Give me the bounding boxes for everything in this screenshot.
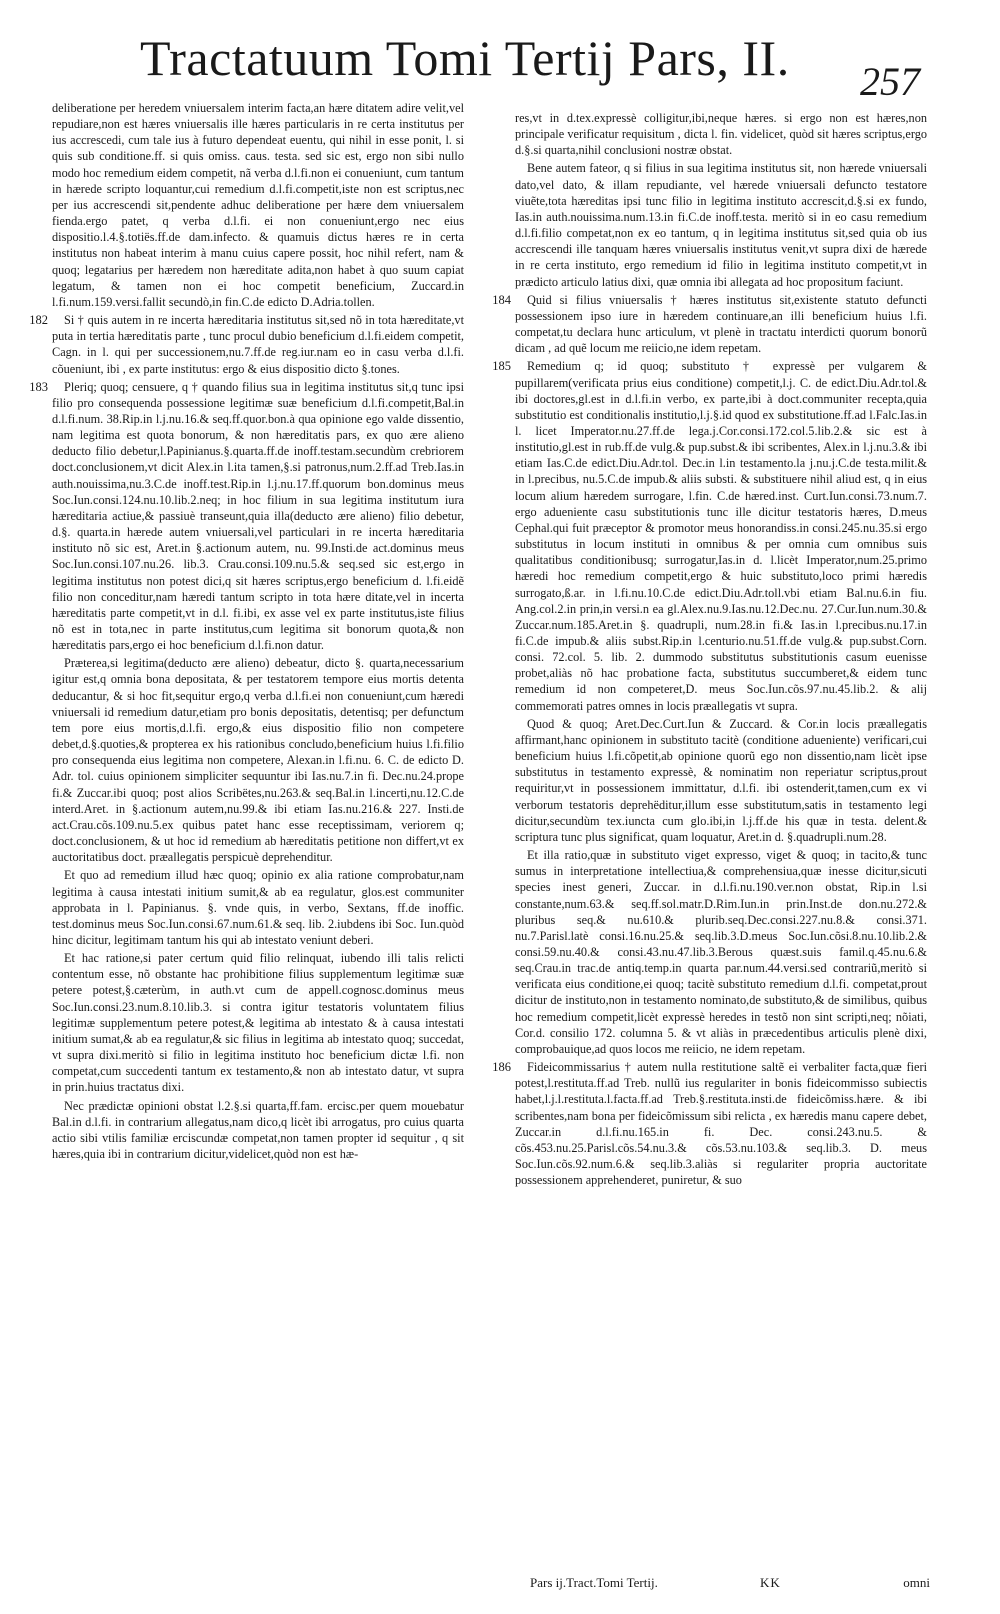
paragraph: Quod & quoq; Aret.Dec.Curt.Iun & Zuccard. & Cor.in locis præallegatis affirmant,hanc opinionem in substituto tacitè (conditione adueniente) verificari,cui beneficium huius l.fi.cõpetit,ab opinione quorũ ego non dissentio,nam licèt ipse substitutus in testamento expressè, & nominatim non reperiatur scriptus,prout requiritur,vt in possessionem immittatur, d.l.fi. ibi ostenderit,tamen,cum ex vi verborum testatoris deprehëditur,illum esse substitutum,satis in testamento legi dicitur,secundùm tex.iuncta cum glo.ibi,in l.j.ff.de his quæ in testa. delent.& scriptura tunc plus significat, quam loquatur, Aret.in d. §.quadrupli.num.28. (515, 716, 927, 844)
signature-line: Pars ij.Tract.Tomi Tertij. (530, 1575, 658, 1590)
paragraph-text: Pleriq; quoq; censuere, q † quando filius sua in legitima institutus sit,q tunc ipsi filio pro consequenda possessione legitimæ suæ beneficium d.l.fi.competit,Bal.in d.l.fi.num. 38.Rip.in l.j.nu.16.& seq.ff.quor.bon.à qua opinione ego valde dissentio, nam legitima est quota bonorum, & non hæreditatis pars, ex quo ære alieno deducto filio debetur,l.Papinianus.§.quarta.ff.de inoff.testam.secundùm crebriorem doct.conclusionem,vt dicit Alex.in l.ita tamen,§.si patronus,num.2.ff.ad Treb.Ias.in auth.nouissima,nu.3.C.de inoff.test.Rip.in l.j.nu.17.ff.quorum bon.dominus meus Soc.Iun.consi.124.nu.10.lib.2.neq; in hoc filium in sua legitima institutum iura hæreditaria actiue,& passiuè transeunt,quia illa(deducto ære alieno) filio debetur, d.§. quarta.in hærede autem vniuersali,vel particulari in re incerta hæreditaria instituto nõ sic est, Aret.in §.actionum autem, nu. 99.Insti.de act.dominus meus Soc.Iun.consi.107.nu.26. lib.3. Crau.consi.109.nu.5.& seq.sed sic est,ergo in legitima institutus non potest dici,q sit hæres scriptus,ergo beneficium d. l.fi.eidẽ filio non conceditur,nam hæredi tantum scripto in tota hære ditate,vel in incerta hæreditatis parte competit,vt in d.l. fi.ibi, ex asse vel ex parte institutus,iste filius nõ est in tota,nec in parte institutus,cum legitima sit bonorum quota,& non hæreditatis pars,ergo ei hoc beneficium d.l.fi.non datur. (52, 379, 464, 653)
catchword: omni (903, 1575, 930, 1590)
gathering-mark: KK (760, 1575, 781, 1590)
margin-number: 182 (29, 313, 48, 328)
paragraph: res,vt in d.tex.expressè colligitur,ibi,neque hæres. si ergo non est hæres,non principale verificatur requisitum , dicta l. fin. videlicet, quòd sit hæres scriptus,ergo d.§.si quarta,nihil conclusioni nostræ obstat. (515, 111, 927, 158)
paragraph: deliberatione per heredem vniuersalem interim facta,an hære ditatem adire velit,vel repudiare,non est hæres vniuersalis ille hæres particularis in re certa institutus per ius accrescedi, cum tale ius à futuro dependeat euentu, qui nihil in esse ponit, l. si quis sub conditione.ff. si quis omiss. caus. testa. sed sic est, ergo non sibi nullo modo hoc remedium eidem competit, nã verba d.l.fi.non ei conueniunt, cum tantum in hærede scripto loquantur,cui remedium d.l.fi.competit,iste non est scriptus,nec per ius accrescendi sit,pendente adhuc deliberatione per hære dem vniuersalem fienda.ergo patet, q verba d.l.fi. ei non conueniunt,ergo nec eius dispositio.l.4.§.totiës.ff.de dam.infecto. & quamuis dictus hæres re in certa institutus non habeat interim à manu cuius capere possit, hoc nihil refert, nam & quoq; legatarius per hæredem non hæreditate adita,non habet à quo suum capiat legatum, & tamen non ei hoc competit beneficium, Zuccard.in l.fi.num.159.versi.fallit secundò,in fin.C.de edicto D.Adria.tollen. (52, 101, 464, 309)
page-footer (520, 1574, 930, 1592)
paragraph-186 (492, 1059, 927, 1188)
paragraph-185 (492, 358, 927, 713)
paragraph-text: Quid si filius vniuersalis † hæres institutus sit,existente statuto defuncti possessionem ipso iure in hæredem continuare,an illi beneficium huius l.fi. competat,tu declara hunc articulum, vt plenè in tractatu interdicti quorum bonorũ dicam , ad quẽ locum me reiicio,ne idem repetam. (515, 292, 927, 356)
left-column (29, 100, 464, 1570)
paragraph: Et hac ratione,si pater certum quid filio relinquat, iubendo illi talis relicti contentum esse, nõ obstante hac prohibitione filius supplementum legitimæ suæ petere potest,§.cæterùm, in auth.vt cum de appell.cognosc.dominus meus Soc.Iun.consi.23.num.8.10.lib.3. si contra igitur testatoris voluntatem filius legitimæ supplementum petere potest,& legitima ab intestato & à causa intestati initium sumat,& ab ea regulatur,& sic filius in legitima ab intestato quoq; succedat, vt supra dixi.meritò si filio in legitima instituto hoc beneficium dictæ l.fi. non competat,cum succedenti tantum ex testamento,& non ab intestato datur, vt supra in prin.huius tractatus dixi. (52, 951, 464, 1095)
paragraph-text: Remedium q; id quoq; substituto † expressè per vulgarem & pupillarem(verificata prius eius conditione) competit,l.j. C. de edict.Diu.Adr.tol.& ibi doctores,gl.est in d.l.fi.in verbo, ex parte,ibi à doct.communiter recepta,quia substitutio est conditionalis institutio,l.j.§.id quod ex substitutione.ff.ad l.Falc.Ias.in l. licet Imperator.nu.27.ff.de lega.j.Cor.consi.172.col.5.lib.2.& sic est à institutio,gl.est in rub.ff.de vulg.& pup.subst.& ibi scribentes, Alex.in l.j.nu.3.& ibi etiam Ias.C.de edict.Diu.Adr.tol. Dec.in l.in testamento.la j.nu.j.C.de testa.milit.& in l.precibus, nu.5.C.de impub.& aliis substi. & substituere nihil aliud est, q in eius locum alium hæredem surrogare, l.fin. C.de hæred.inst. Curt.Iun.consi.73.num.7. ergo adueniente casu substitutionis tunc ille dicitur testatoris hæres, D.meus Cephal.qui fuit præceptor & promotor meus honorandiss.in consi.245.nu.35.si ergo substitutus in locum instituti in omnibus & per omnia cum omnibus suis qualitatibus conditionibusq; surrogatur,Ias.in d. l.licèt Imperator,num.25.primo hæredi hoc remedium competit,ergo & huic substituto,loco primi hæredis surrogato,ß.ar. in l.fi.nu.10.C.de edict.Diu.Adr.toll.vbi etiam Bal.nu.6.in fiu. Ang.col.2.in prin,in versi.n ea gl.Alex.nu.9.Ias.nu.12.Dec.nu. 27.Cur.Iun.num.30.& Zuccar.num.185.Aret.in §. quadrupli, num.28.in fi.& Ias.in l.precibus.nu.17.in fi.C.de impub.& aliis subst.Rip.in l.centurio.nu.51.ff.de vulg.& pup.subst.Corn. consi. 72.col. 5. lib. 2. dummodo substitutus substitutionis casum euenisse probet,aliàs nõ hac probatione facta, substitutus succumberet,& eidem tunc remedium id non competeret,D. meus Soc.Iun.cõs.97.nu.45.lib.2. & alij commemorati patres omnes in locis præallegatis vt supra. (515, 359, 927, 713)
paragraph: Bene autem fateor, q si filius in sua legitima institutus sit, non hærede vniuersali dato,vel dato, & illam repudiante, vel hærede vniuersali defuncto testatore viuẽte,tota hæreditas ipsi tunc filio in legitima instituto accrescit,d.§.si ex fundo, Ias.in auth.nouissima.num.13.in fi.C.de inoff.testa. meritò si in eo casu remedium d.l.fi.filio competat,non ex eo tantum, q in legitima institutus sit,sed quia ob ius accrescendi ille tanquam hæres vniuersalis institutus venit,vt supra dixi de hærede in re certa instituto, ergo remedium id filio in legitima instituto competit,vt in prædicto articulo latius dixi, quæ omnia ibi allegata ad hoc propositum faciunt. (515, 161, 927, 289)
paragraph-183 (29, 379, 464, 654)
margin-number: 185 (492, 359, 511, 374)
running-head-title: Tractatuum Tomi Tertij Pars, II. (140, 30, 790, 86)
margin-number: 184 (492, 292, 511, 307)
paragraph: Nec prædictæ opinioni obstat l.2.§.si quarta,ff.fam. ercisc.per quem mouebatur Bal.in d.l.fi. in contrarium allegatus,nam dico,q licèt ibi arrogatus, pro cuius quarta actio sibi vtilis familiæ erciscundæ competat,non tamen propter id sequitur , q sit hæres,quia ibi in contrarium dicitur,videlicet,quòd non est hæ- (52, 1098, 464, 1161)
paragraph: Et quo ad remedium illud hæc quoq; opinio ex alia ratione comprobatur,nam legitima à causa intestati initium sumit,& ab ea regulatur, glos.est communiter approbata in l. Papinianus. §. vnde quis, in verbo, Sextans, ff.de inoffic. test.dominus meus Soc.Iun.consi.67.num.61.& seq. lib. 2.iubdens ibi Soc. Iun.quòd hinc dicitur, legitimam tantum his qui ab intestato veniunt deberi. (52, 868, 464, 947)
page-number: 257 (860, 59, 920, 104)
paragraph-text: Fideicommissarius † autem nulla restitutione saltẽ ei verbaliter facta,quæ fieri potest,l.restituta.ff.ad Treb. nullũ ius regulariter in bonis fideicommisso subiectis habet,l.j.l.restituta.l.facta.ff.ad Treb.§.restituta.insti.de fideicõmiss.hære. & ibi scribentes,nam bona per fideicõmissum sibi relicta , ex hæredis manu capere debet, Zuccar.in d.l.fi.nu.165.in fi. Dec. consi.243.nu.5. & cõs.453.nu.25.Parisl.cõs.54.nu.3.& cõs.53.nu.103.& seq.lib.3. D. meus Soc.Iun.cõs.92.num.6.& seq.lib.3.aliàs si regulariter propria auctoritate possessionem apprehenderet, puniretur, & suo (515, 1060, 927, 1188)
paragraph: Et illa ratio,quæ in substituto viget expresso, viget & quoq; in tacito,& tunc sumus in interpretatione intellectiua,& comprehensiua,quæ inesse dicitur,sicuti species inest generi, Zuccar. in d.l.fi.nu.190.ver.non obstat, Rip.in l.si constante,num.63.& seq.ff.sol.matr.D.Rim.Iun.in prin.Inst.de don.nu.272.& pluribus seq.& nu.610.& plurib.seq.Dec.consi.227.nu.8.& consi.371. nu.7.Parisl.latè consi.16.nu.25.& seq.lib.3.D.meus Soc.Iun.cõsi.8.nu.10.lib.2.& consi.59.nu.40.& consi.43.nu.47.lib.3.Berous quæst.suis famil.q.45.nu.6.& seq.Crau.in trac.de antiq.temp.in quarta par.num.44.versi.sed contrariũ,meritò si verificata eius conditione,ei quoq; tacitè substituto remedium d.l.fi. competat,prout dicitur de instituto,non in testamento nominato,de substituto,& de similibus, quibus hoc remedium competit,licèt expressè heredes in testõ non sint scripti,neq; nõiati, Cor.d. consilio 172. columna 5. & vt aliàs in præcedentibus articulis plenè dixi, comprobauique,ad quos locos me reiicio, ne idem repetam. (515, 848, 927, 1056)
margin-number: 186 (492, 1060, 511, 1075)
margin-number: 183 (29, 379, 48, 394)
paragraph-184 (492, 292, 927, 357)
right-column (492, 110, 927, 1550)
paragraph: Præterea,si legitima(deducto ære alieno) debeatur, dicto §. quarta,necessarium igitur est,q omnia bona depositata, & per testatorem tempore eius mortis detenta deducantur, & si hoc fit,sequitur ergo,q verba d.l.fi.ei non conueniunt,cum hæredi vniuersali id remedium datur,etiam pro bonis depositatis, detentisq; per defunctum tem pore eius mortis,d.l.fi. ergo,& eius dispositio filio non competere debet,d.§.quoties,& propterea ex his rationibus concludo,beneficium huius l.fi.filio pro consequenda eius legitima non competere, Alexan.in l.fi.nu. 6. C. de edicto D. Adr. tol. cuius opinionem simpliciter sequuntur ibi Ias.nu.7.in fi. Dec.nu.24.prope fi.& Zuccar.ibi quoq; post alios Scribëtes,nu.263.& seq.Bal.in l.incerti,nu.12.C.de interd.Aret. in §.actionum autem,nu.99.& ibi etiam Ias.nu.216.& 227. Insti.de act.Crau.cõs.109.nu.5.ex quibus patet hanc esse receptissimam, veriorem q; doct.conclusionem, & ut hoc id remedium ab hæreditatis petitione non differt,vt ex auctoritatibus doct. præallegatis perspicuè deprehenditur. (52, 656, 464, 865)
paragraph-182 (29, 312, 464, 377)
paragraph-text: Si † quis autem in re incerta hæreditaria institutus sit,sed nõ in tota hæreditate,vt puta in tertia hæreditatis parte , tunc procul dubio beneficium d.l.fi.eidem competit, Cagn. in l. qui per successionem,nu.7.ff.de reg.iur.nam eo in casu verba d.l.fi. cõueniunt, ibi , ex parte institutus: ergo & eius dispositio dicto §.tones. (52, 313, 464, 376)
